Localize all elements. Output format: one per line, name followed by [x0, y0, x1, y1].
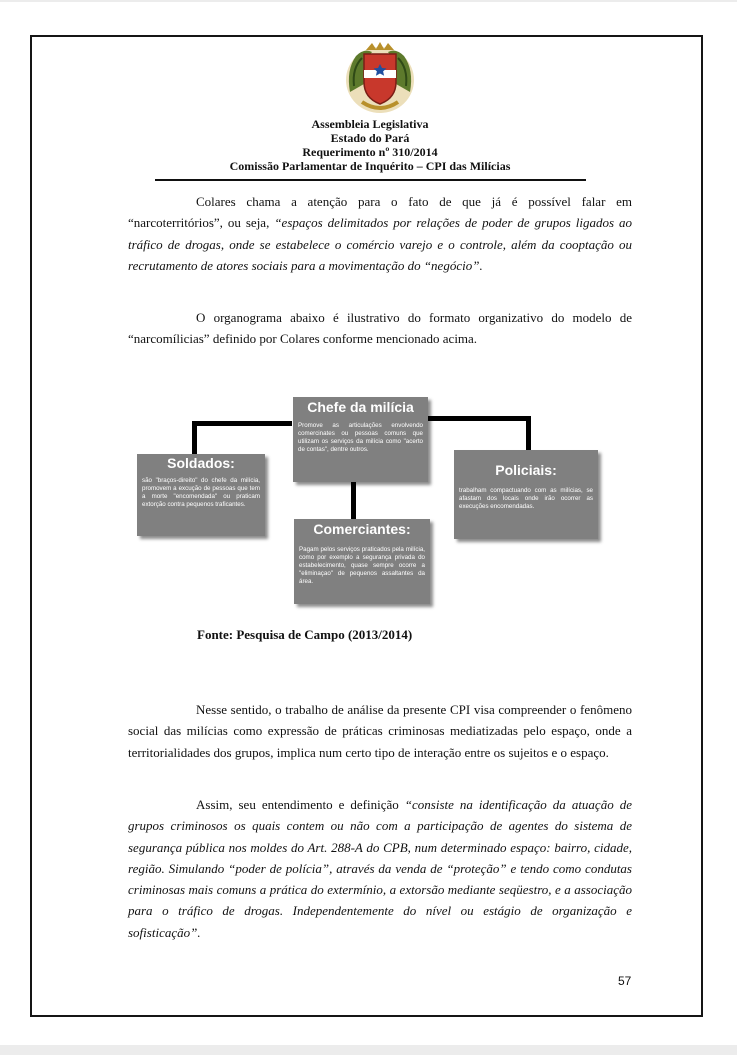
header-line-assembleia: Assembleia Legislativa — [311, 117, 429, 131]
org-title-soldados: Soldados: — [167, 455, 235, 471]
connector-chefe-comerciantes-v — [351, 482, 356, 519]
header-line-comissao: Comissão Parlamentar de Inquérito – CPI das Milícias — [229, 159, 511, 173]
paragraph-2-text: O organograma abaixo é ilustrativo do formato organizativo do modelo de “narcomílicias” definido por Colares conforme mencionado acima. — [128, 310, 632, 347]
document-header — [160, 117, 580, 173]
org-box-policiais — [454, 450, 598, 539]
header-line-estado: Estado do Pará — [330, 131, 410, 145]
connector-chefe-policiais-v — [526, 416, 531, 450]
org-desc-soldados: são "braços-direito" do chefe da milícia, promovem a excução de pessoas que tem a morte "encomendada" ou praticam extorção contra pequenos traficantes. — [142, 477, 260, 508]
org-box-comerciantes — [294, 519, 430, 604]
org-title-policiais: Policiais: — [495, 462, 557, 478]
header-divider — [155, 179, 586, 181]
paragraph-1-quote: “espaços delimitados por relações de poder de grupos ligados ao tráfico de drogas, onde se estabelece o comércio varejo e o controle, além da cooptação ou recrutamento de atores sociais para a movimentação do “negócio”. — [128, 215, 632, 273]
org-box-soldados — [137, 454, 265, 536]
connector-chefe-policiais-h — [428, 416, 530, 421]
paragraph-1-text: Colares chama a atenção para o fato de que já é possível falar em “narcoterritórios”, ou seja, — [128, 194, 632, 231]
org-desc-comerciantes: Pagam pelos serviços praticados pela milícia, como por exemplo a segurança privada do estabelecimento, quase sempre ocorre a "eliminaçao" de pequenos assaltantes da área. — [299, 546, 425, 585]
org-title-comerciantes: Comerciantes: — [313, 521, 411, 537]
paragraph-4-quote: “consiste na identificação da atuação de grupos criminosos os quais contem ou não com a participação de agentes do sistema de segurança pública nos moldes do Art. 288-A do CPB, num determinado espaço: bairro, cidade, região. Simulando “poder de polícia”, através da venda de “proteção” e tendo como condutas criminosas mais comuns a prática do extermínio, a extorsão mediante seqüestro, e a associação para o tráfico de drogas. Independentemente do nível ou estágio de organização e sofisticação”. — [128, 797, 632, 940]
paragraph-definicao — [128, 794, 632, 943]
org-title-chefe: Chefe da milícia — [307, 399, 414, 415]
connector-chefe-soldados-v — [192, 421, 197, 455]
org-desc-policiais: trabalham compactuando com as milícias, se afastam dos locais onde irão ocorrer as execuções encomendadas. — [459, 487, 593, 510]
header-line-requerimento: Requerimento nº 310/2014 — [302, 145, 438, 159]
document-page — [0, 2, 737, 1045]
paragraph-analise-cpi — [128, 699, 632, 763]
paragraph-3-text: Nesse sentido, o trabalho de análise da presente CPI visa compreender o fenômeno social das milícias como expressão de práticas criminosas mediatizadas pelo espaço, onde a territorialidades dos grupos, implica num certo tipo de interação entre os sujeitos e o espaço. — [128, 702, 632, 760]
org-desc-chefe: Promove as articulações envolvendo comercinates ou pessoas comuns que utilizam os serviços da milícia como "acerto de contas", dentre outros. — [298, 422, 423, 453]
paragraph-narcoterritorios — [128, 191, 632, 276]
coat-of-arms-seal — [342, 40, 418, 116]
connector-chefe-soldados-h — [192, 421, 292, 426]
figure-source: Fonte: Pesquisa de Campo (2013/2014) — [197, 627, 413, 642]
page-number: 57 — [618, 974, 632, 988]
paragraph-organograma-intro — [128, 307, 632, 350]
org-box-chefe-da-milicia — [293, 397, 428, 482]
paragraph-4-text: Assim, seu entendimento e definição — [196, 797, 405, 812]
